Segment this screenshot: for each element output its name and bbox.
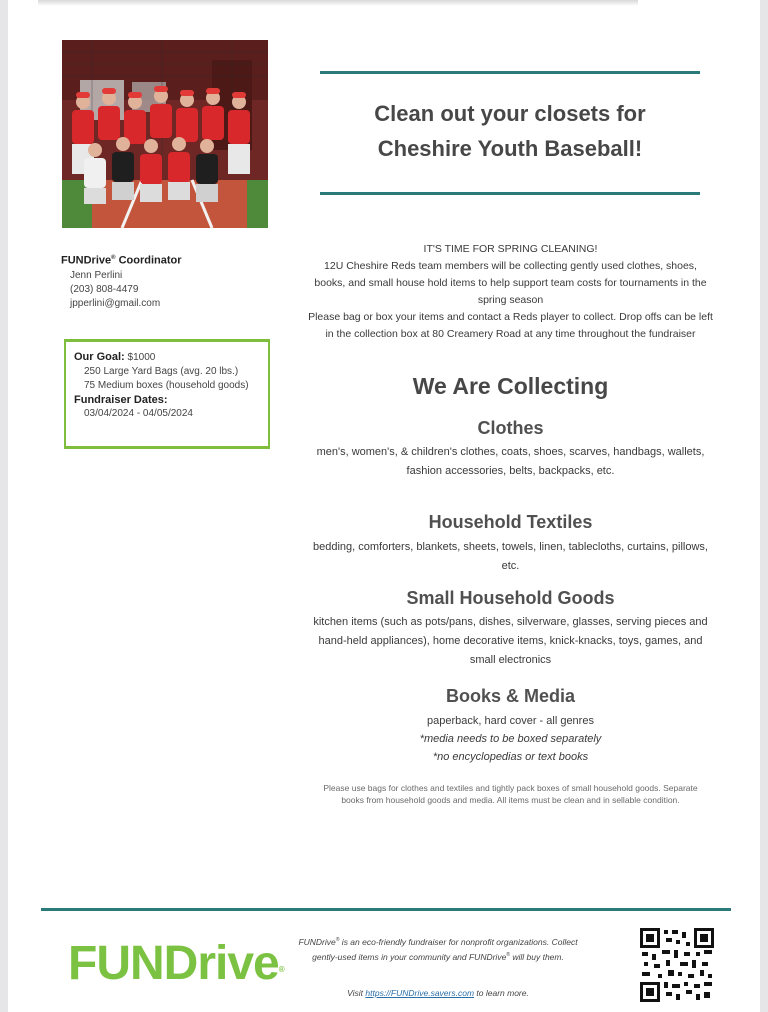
- fundraiser-dates: 03/04/2024 - 04/05/2024: [84, 408, 193, 419]
- clothes-heading: Clothes: [477, 418, 544, 438]
- title-bottom-rule: [320, 192, 700, 195]
- intro-paragraph-1: 12U Cheshire Reds team members will be collecting gently used clothes, shoes, books, and small house hold items to help support team costs for tournaments in the spring season: [314, 260, 707, 306]
- books-note-media: *media needs to be boxed separately: [419, 733, 602, 745]
- goal-amount: $1000: [127, 352, 156, 363]
- page-title: Clean out your closets for Cheshire Youth Baseball!: [374, 101, 646, 161]
- intro-headline: IT'S TIME FOR SPRING CLEANING!: [423, 243, 598, 255]
- goal-box: [64, 339, 270, 449]
- goal-item-boxes: 75 Medium boxes (household goods): [84, 380, 249, 391]
- goods-body: kitchen items (such as pots/pans, dishes, silverware, glasses, serving pieces and hand-held appliances), home decorative items, knick-knacks, toys, games, and small electronics: [313, 616, 708, 666]
- goal-label: Our Goal:: [74, 351, 125, 363]
- flyer-page: [8, 0, 760, 1012]
- title-top-rule: [320, 71, 700, 74]
- collecting-heading: We Are Collecting: [412, 373, 609, 399]
- dates-label: Fundraiser Dates:: [74, 394, 168, 406]
- books-note-encyclopedias: *no encyclopedias or text books: [432, 751, 589, 763]
- team-photo: [62, 40, 268, 228]
- coordinator-heading: FUNDrive® Coordinator: [61, 254, 182, 267]
- top-scan-shadow: [38, 0, 638, 6]
- books-body: [313, 712, 708, 766]
- qr-code[interactable]: [640, 928, 714, 1002]
- footer-visit: Visit https://FUNDrive.savers.com to learn more.: [347, 988, 529, 998]
- goal-item-bags: 250 Large Yard Bags (avg. 20 lbs.): [84, 366, 239, 377]
- fundrive-logo: FUNDrive®: [68, 937, 284, 990]
- coordinator-name: Jenn Perlini: [70, 269, 123, 281]
- packing-instructions: Please use bags for clothes and textiles and tightly pack boxes of small household goods. Separate books from household goods and media. All items must be clean and in sellable condition.: [323, 783, 698, 805]
- textiles-body: bedding, comforters, blankets, sheets, towels, linen, tablecloths, curtains, pillows, etc.: [313, 541, 708, 572]
- footer-rule: [41, 908, 731, 911]
- qr-code-graphic: [640, 928, 714, 1002]
- coordinator-email: jpperlini@gmail.com: [70, 297, 161, 309]
- footer-description: FUNDrive® is an eco-friendly fundraiser for nonprofit organizations. Collect gently-used items in your community and FUNDrive® will buy them.: [298, 936, 578, 962]
- intro-paragraph-2: Please bag or box your items and contact a Reds player to collect. Drop offs can be left in the collection box at 80 Creamery Road at any time throughout the fundraiser: [308, 311, 713, 340]
- textiles-heading: Household Textiles: [428, 512, 593, 532]
- coordinator-phone: (203) 808-4479: [70, 283, 139, 295]
- goods-heading: Small Household Goods: [406, 588, 615, 608]
- coordinator-block: [61, 250, 182, 311]
- books-genres: paperback, hard cover - all genres: [427, 715, 594, 727]
- fundrive-website-link[interactable]: https://FUNDrive.savers.com: [365, 988, 475, 998]
- intro-text: [308, 241, 713, 343]
- books-heading: Books & Media: [445, 686, 576, 706]
- clothes-body: men's, women's, & children's clothes, coats, shoes, scarves, handbags, wallets, fashion accessories, belts, backpacks, etc.: [316, 446, 705, 477]
